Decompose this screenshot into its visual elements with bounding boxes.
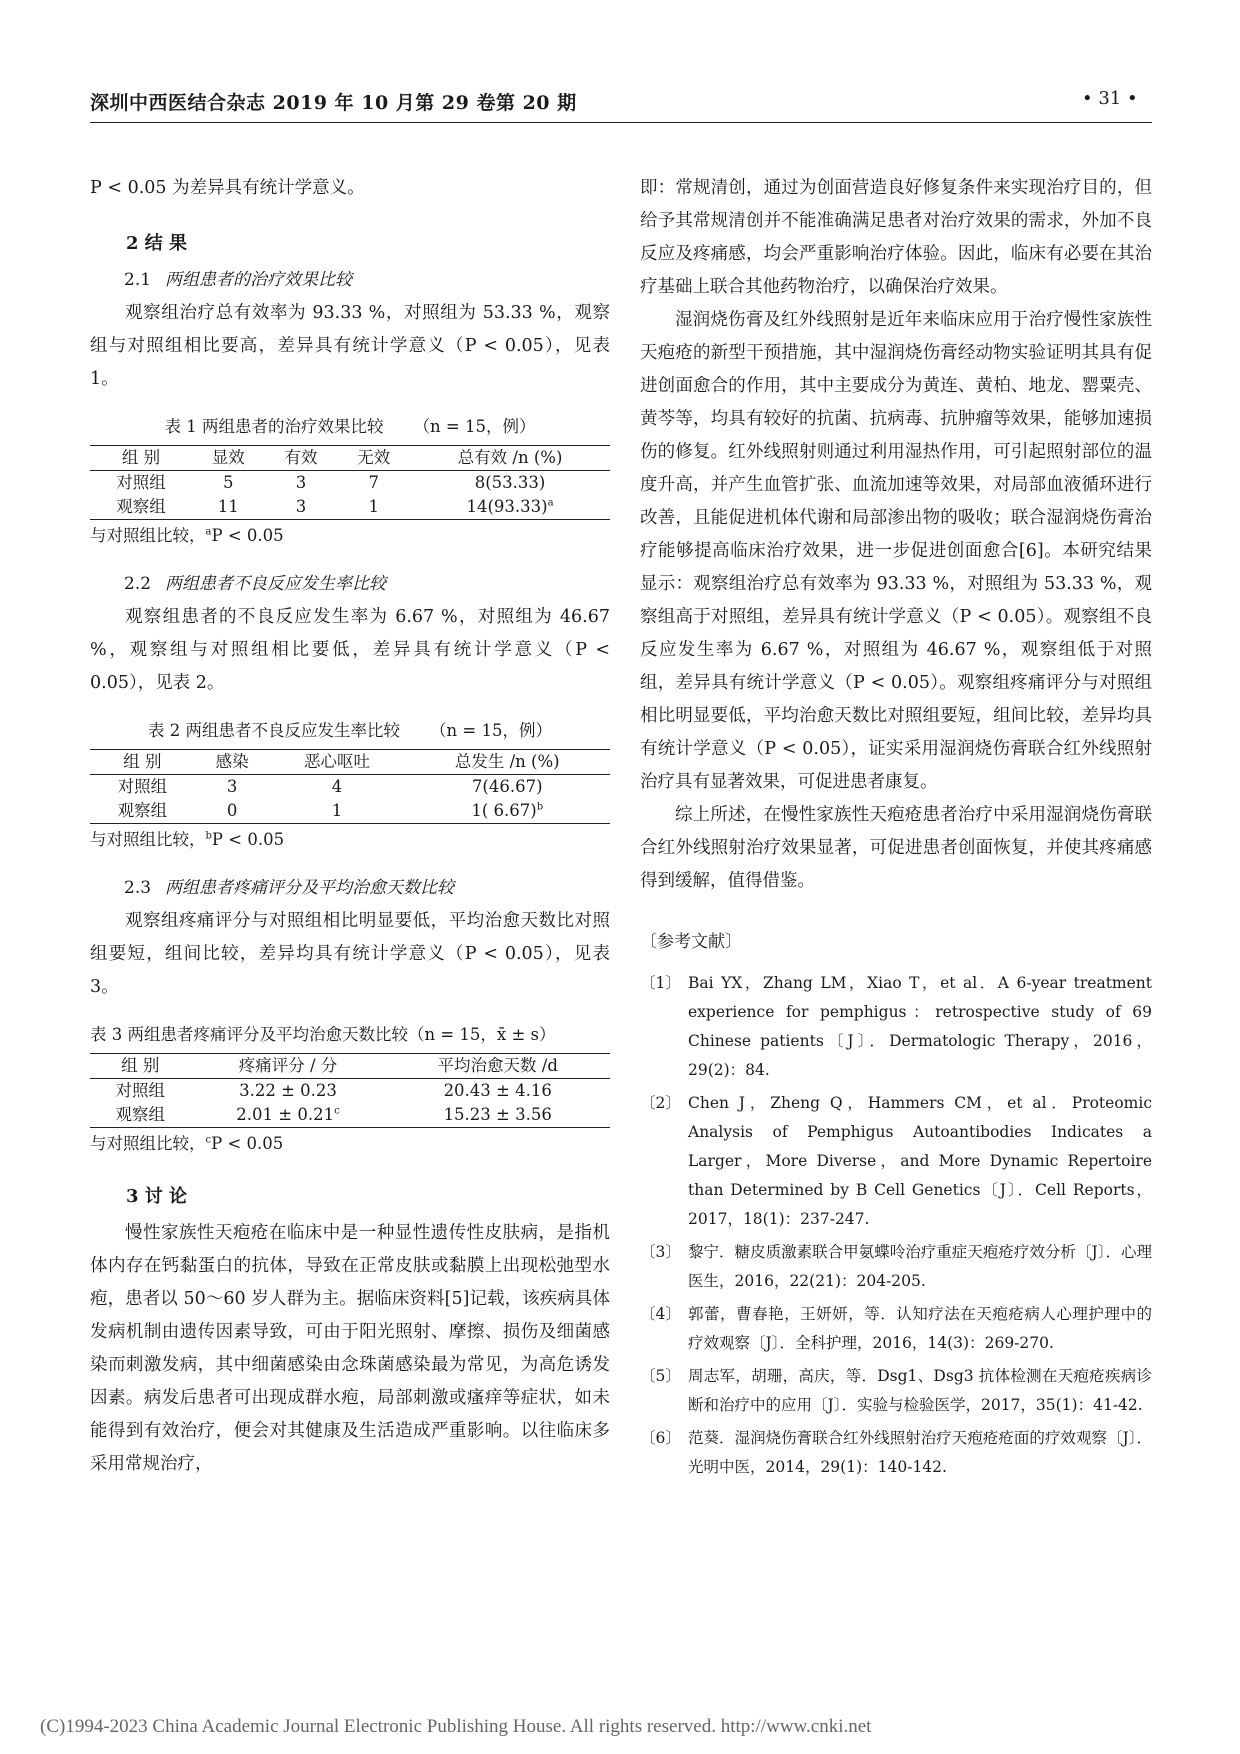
journal-header: 深圳中西医结合杂志 2019 年 10 月第 29 卷第 20 期 [90, 92, 577, 114]
section-2-3-text: 观察组疼痛评分与对照组相比明显要低，平均治愈天数比对照组要短，组间比较，差异均具有统计学意义（P < 0.05），见表 3。 [90, 911, 610, 997]
table-cell: 15.23 ± 3.56 [385, 1103, 610, 1128]
header-rule [90, 122, 1152, 123]
note-p: P < 0.05 [211, 526, 284, 545]
table-row [90, 471, 610, 496]
cell-value: 2.01 ± 0.21 [236, 1105, 335, 1124]
section-number: 2.3 [124, 878, 152, 898]
reference-text: 黎宁．糖皮质激素联合甲氨蝶呤治疗重症天疱疮疗效分析〔J〕．心理医生，2016，22(21)：204-205. [688, 1243, 1152, 1290]
section-title: 两组患者的治疗效果比较 [165, 270, 353, 290]
reference-item [640, 1362, 1152, 1420]
table-cell: 5 [223, 473, 234, 492]
reference-index: 〔2〕 [640, 1094, 681, 1112]
cell-value: 1( 6.67) [471, 801, 537, 820]
table-cell: 1 [270, 799, 405, 824]
table-row [90, 1079, 610, 1104]
table-2-note [90, 826, 610, 854]
reference-item [640, 1424, 1152, 1482]
table-header: 总有效 /n (%) [410, 446, 610, 471]
table-1-title [90, 410, 610, 443]
reference-index: 〔3〕 [640, 1243, 681, 1261]
table-cell: 7(46.67) [471, 777, 543, 796]
section-number: 2.1 [124, 270, 152, 290]
table-cell: 11 [192, 495, 265, 520]
table-title-text: 表 1 两组患者的治疗效果比较 [164, 417, 384, 436]
section-2-1-text: 观察组治疗总有效率为 93.33 %，对照组为 53.33 %，观察组与对照组相比要高，差异具有统计学意义（P < 0.05），见表 1。 [90, 303, 610, 389]
table-cell-with-sup [410, 495, 610, 520]
table-cell: 7 [368, 473, 379, 492]
copyright-footer: (C)1994-2023 China Academic Journal Electronic Publishing House. All rights reserved. http://www.cnki.net [40, 1716, 872, 1737]
section-title: 两组患者不良反应发生率比较 [165, 574, 387, 594]
table-3-title: 表 3 两组患者疼痛评分及平均治愈天数比较（n = 15，x̄ ± s） [90, 1025, 556, 1044]
note-text: 与对照组比较， [90, 830, 206, 849]
table-cell: 3 [265, 495, 338, 520]
table-cell: 观察组 [90, 495, 192, 520]
table-2-title [90, 714, 610, 747]
reference-text: 周志军，胡珊，高庆，等．Dsg1、Dsg3 抗体检测在天疱疮疾病诊断和治疗中的应用〔J〕．实验与检验医学，2017，35(1)：41-42. [688, 1367, 1152, 1414]
reference-index: 〔5〕 [640, 1367, 681, 1385]
table-header: 总发生 /n (%) [404, 750, 610, 775]
table-header: 组 别 [90, 1054, 191, 1079]
table-cell: 对照组 [116, 473, 166, 492]
note-sup: a [205, 526, 212, 538]
reference-text: 范葵．湿润烧伤膏联合红外线照射治疗天疱疮疮面的疗效观察〔J〕．光明中医，2014，29(1)：140-142. [688, 1429, 1152, 1476]
table-cell: 3 [295, 473, 307, 492]
note-sup: c [205, 1134, 212, 1146]
table-1-note [90, 522, 610, 550]
table-cell: 20.43 ± 4.16 [443, 1081, 552, 1100]
table-cell: 8(53.33) [474, 473, 546, 492]
discussion-paragraph: 湿润烧伤膏及红外线照射是近年来临床应用于治疗慢性家族性天疱疮的新型干预措施，其中湿润烧伤膏经动物实验证明其具有促进创面愈合的作用，其中主要成分为黄连、黄柏、地龙、罂粟壳、黄芩等，均具有较好的抗菌、抗病毒、抗肿瘤等效果，能够加速损伤的修复。红外线照射则通过利用湿热作用，可引起照射部位的温度升高，并产生血管扩张、血流加速等效果，对局部血液循环进行改善，且能促进机体代谢和局部渗出物的吸收；联合湿润烧伤膏治疗能够提高临床治疗效果，进一步促进创面愈合[6]。本研究结果显示：观察组治疗总有效率为 93.33 %，对照组为 53.33 %，观察组高于对照组，差异具有统计学意义（P < 0.05）。观察组不良反应发生率为 6.67 %，对照组为 46.67 %，观察组低于对照组，差异具有统计学意义（P < 0.05）。观察组疼痛评分与对照组相比明显要低，平均治愈天数比对照组要短，组间比较，差异均具有统计学意义（P < 0.05），证实采用湿润烧伤膏联合红外线照射治疗具有显著效果，可促进患者康复。 [640, 310, 1152, 792]
note-text: 与对照组比较， [90, 1134, 206, 1153]
table-cell-with-sup [404, 799, 610, 824]
table-cell: 1 [337, 495, 410, 520]
table-3 [90, 1053, 610, 1128]
table-n: （n = 15，例） [413, 417, 536, 436]
sup-mark: a [547, 497, 554, 509]
reference-index: 〔4〕 [640, 1305, 681, 1323]
table-cell: 观察组 [90, 799, 195, 824]
table-cell-with-sup [191, 1103, 386, 1128]
section-title: 两组患者疼痛评分及平均治愈天数比较 [165, 878, 455, 898]
table-header: 感染 [195, 750, 270, 775]
table-header: 恶心呕吐 [270, 750, 405, 775]
note-sup: b [205, 830, 212, 842]
section-3-title: 3 讨 论 [126, 1186, 188, 1207]
section-3-text: 慢性家族性天疱疮在临床中是一种显性遗传性皮肤病，是指机体内存在钙黏蛋白的抗体，导致在正常皮肤或黏膜上出现松弛型水疱，患者以 50～60 岁人群为主。据临床资料[5]记载，该疾病具体发病机制由遗传因素导致，可由于阳光照射、摩擦、损伤及细菌感染而刺激发病，其中细菌感染由念珠菌感染最为常见，为高危诱发因素。病发后患者可出现成群水疱，局部刺激或瘙痒等症状，如未能得到有效治疗，便会对其健康及生活造成严重影响。以往临床多采用常规治疗， [90, 1223, 610, 1474]
reference-text: Bai YX，Zhang LM，Xiao T，et al．A 6-year treatment experience for pemphigus：retrospective study of 69 Chinese patients〔J〕．Dermatologic Therapy，2016，29(2)：84. [688, 974, 1152, 1079]
table-row [90, 495, 610, 520]
section-2-1-heading [124, 264, 610, 297]
reference-text: 郭蕾，曹春艳，王妍妍，等．认知疗法在天疱疮病人心理护理中的疗效观察〔J〕．全科护理，2016，14(3)：269-270. [688, 1305, 1152, 1352]
table-title-text: 表 2 两组患者不良反应发生率比较 [148, 721, 401, 740]
section-number: 2.2 [124, 574, 152, 594]
table-cell: 0 [195, 799, 270, 824]
reference-text: Chen J，Zheng Q，Hammers CM，et al．Proteomic Analysis of Pemphigus Autoantibodies Indicates a Larger，More Diverse，and More Dynamic Repertoire than Determined by B Cell Genetics〔J〕．Cell Reports，2017，18(1)：237-247. [688, 1094, 1152, 1228]
table-cell: 对照组 [117, 777, 168, 796]
conclusion-paragraph: 综上所述，在慢性家族性天疱疮患者治疗中采用湿润烧伤膏联合红外线照射治疗效果显著，可促进患者创面恢复，并使其疼痛感得到缓解，值得借鉴。 [640, 805, 1152, 891]
table-row [90, 799, 610, 824]
note-p: P < 0.05 [211, 830, 285, 849]
table-cell: 4 [331, 777, 343, 796]
section-2-title: 2 结 果 [126, 233, 188, 254]
table-header: 组 别 [90, 750, 195, 775]
reference-item [640, 1238, 1152, 1296]
reference-index: 〔1〕 [640, 974, 681, 992]
table-header: 有效 [265, 446, 338, 471]
left-column [90, 172, 610, 1481]
table-cell: 3 [226, 777, 238, 796]
table-header: 平均治愈天数 /d [385, 1054, 610, 1079]
table-3-note [90, 1130, 610, 1158]
table-n: （n = 15，例） [430, 721, 552, 740]
reference-item [640, 1089, 1152, 1234]
table-row [90, 1103, 610, 1128]
table-2 [90, 749, 610, 824]
sup-mark: b [536, 801, 544, 813]
table-cell: 3.22 ± 0.23 [239, 1081, 337, 1100]
reference-item [640, 969, 1152, 1085]
sup-mark: c [334, 1105, 340, 1117]
reference-item [640, 1300, 1152, 1358]
table-cell: 对照组 [115, 1081, 166, 1100]
table-header: 疼痛评分 / 分 [191, 1054, 386, 1079]
section-2-2-text: 观察组患者的不良反应发生率为 6.67 %，对照组为 46.67 %，观察组与对照组相比要低，差异具有统计学意义（P < 0.05），见表 2。 [90, 607, 610, 693]
right-column [640, 172, 1152, 1486]
table-cell: 观察组 [90, 1103, 191, 1128]
note-p: P < 0.05 [211, 1134, 284, 1153]
intro-text: P < 0.05 为差异具有统计学意义。 [90, 178, 365, 198]
cell-value: 14(93.33) [466, 497, 548, 516]
page-number: • 31 • [1082, 88, 1138, 109]
section-2-3-heading [124, 872, 610, 905]
note-text: 与对照组比较， [90, 526, 206, 545]
table-header: 组 别 [90, 446, 192, 471]
references-title: 〔参考文献〕 [640, 932, 742, 952]
reference-index: 〔6〕 [640, 1429, 681, 1447]
table-1 [90, 445, 610, 520]
table-header: 无效 [337, 446, 410, 471]
discussion-continued: 即：常规清创，通过为创面营造良好修复条件来实现治疗目的，但给予其常规清创并不能准确满足患者对治疗效果的需求，外加不良反应及疼痛感，均会严重影响治疗体验。因此，临床有必要在其治疗基础上联合其他药物治疗，以确保治疗效果。 [640, 178, 1152, 297]
table-header: 显效 [192, 446, 265, 471]
table-row [90, 775, 610, 800]
section-2-2-heading [124, 568, 610, 601]
